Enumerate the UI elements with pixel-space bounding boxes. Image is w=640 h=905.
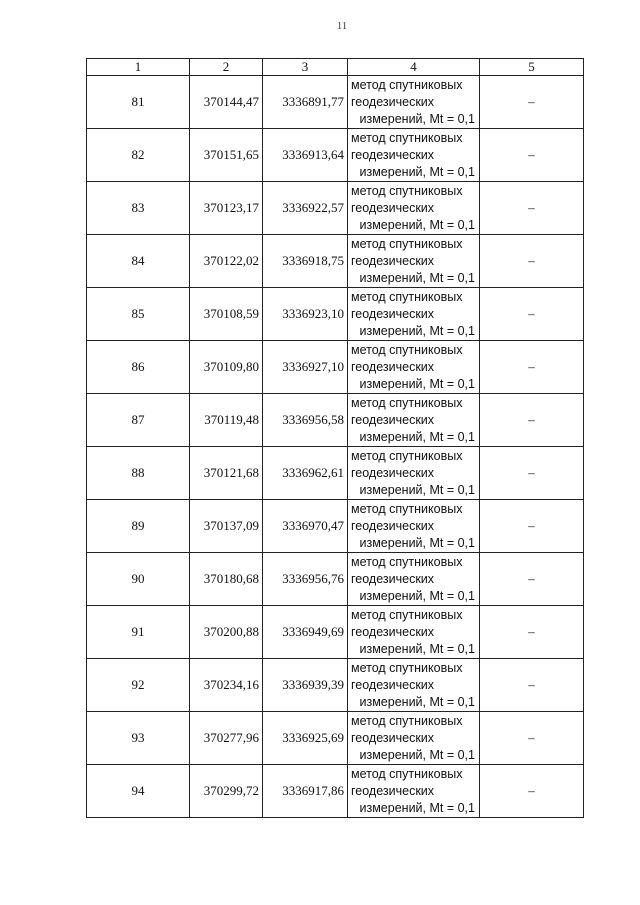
table-header-row xyxy=(87,59,584,76)
point-number-cell: 89 xyxy=(87,500,190,553)
table-row xyxy=(87,500,584,553)
point-number-cell: 93 xyxy=(87,712,190,765)
method-text-line: измерений, Mt = 0,1 xyxy=(359,164,475,179)
y-coordinate-cell: 3336939,39 xyxy=(263,659,348,712)
method-text-line: геодезических xyxy=(351,359,435,374)
point-number-cell: 86 xyxy=(87,341,190,394)
table-row xyxy=(87,553,584,606)
x-coordinate-cell: 370122,02 xyxy=(190,235,263,288)
table-row xyxy=(87,765,584,818)
method-cell xyxy=(348,606,480,659)
method-text-line: метод спутниковых xyxy=(351,77,463,92)
method-text-line: геодезических xyxy=(351,94,435,109)
method-text-line: метод спутниковых xyxy=(351,130,463,145)
method-text-line: метод спутниковых xyxy=(351,236,463,251)
method-text-line: измерений, Mt = 0,1 xyxy=(359,482,475,497)
method-text-line: геодезических xyxy=(351,412,435,427)
method-text-line: измерений, Mt = 0,1 xyxy=(359,217,475,232)
method-cell xyxy=(348,447,480,500)
point-number-cell: 91 xyxy=(87,606,190,659)
note-cell: – xyxy=(480,182,584,235)
point-number-cell: 84 xyxy=(87,235,190,288)
method-cell xyxy=(348,712,480,765)
x-coordinate-cell: 370119,48 xyxy=(190,394,263,447)
method-cell xyxy=(348,288,480,341)
x-coordinate-cell: 370200,88 xyxy=(190,606,263,659)
note-cell: – xyxy=(480,394,584,447)
note-cell: – xyxy=(480,712,584,765)
method-text-line: геодезических xyxy=(351,200,435,215)
x-coordinate-cell: 370151,65 xyxy=(190,129,263,182)
method-text-line: метод спутниковых xyxy=(351,554,463,569)
y-coordinate-cell: 3336956,76 xyxy=(263,553,348,606)
page-number: 11 xyxy=(336,20,348,32)
point-number-cell: 94 xyxy=(87,765,190,818)
column-header-3: 3 xyxy=(263,59,348,76)
x-coordinate-cell: 370180,68 xyxy=(190,553,263,606)
note-cell: – xyxy=(480,341,584,394)
method-text-line: измерений, Mt = 0,1 xyxy=(359,694,475,709)
method-text-line: метод спутниковых xyxy=(351,766,463,781)
method-cell xyxy=(348,553,480,606)
method-text-line: измерений, Mt = 0,1 xyxy=(359,588,475,603)
method-text-line: метод спутниковых xyxy=(351,395,463,410)
column-header-1: 1 xyxy=(87,59,190,76)
method-text-line: измерений, Mt = 0,1 xyxy=(359,376,475,391)
method-text-line: метод спутниковых xyxy=(351,713,463,728)
method-text-line: измерений, Mt = 0,1 xyxy=(359,429,475,444)
table-row xyxy=(87,182,584,235)
method-text-line: геодезических xyxy=(351,783,435,798)
method-text-line: метод спутниковых xyxy=(351,501,463,516)
note-cell: – xyxy=(480,500,584,553)
y-coordinate-cell: 3336923,10 xyxy=(263,288,348,341)
x-coordinate-cell: 370234,16 xyxy=(190,659,263,712)
x-coordinate-cell: 370144,47 xyxy=(190,76,263,129)
method-text-line: метод спутниковых xyxy=(351,183,463,198)
method-text-line: измерений, Mt = 0,1 xyxy=(359,747,475,762)
method-text-line: измерений, Mt = 0,1 xyxy=(359,800,475,815)
method-text-line: геодезических xyxy=(351,465,435,480)
x-coordinate-cell: 370108,59 xyxy=(190,288,263,341)
point-number-cell: 83 xyxy=(87,182,190,235)
table-body xyxy=(87,76,584,818)
method-text-line: геодезических xyxy=(351,677,435,692)
note-cell: – xyxy=(480,553,584,606)
point-number-cell: 82 xyxy=(87,129,190,182)
column-header-4: 4 xyxy=(348,59,480,76)
table-row xyxy=(87,235,584,288)
y-coordinate-cell: 3336925,69 xyxy=(263,712,348,765)
note-cell: – xyxy=(480,606,584,659)
method-cell xyxy=(348,659,480,712)
y-coordinate-cell: 3336913,64 xyxy=(263,129,348,182)
method-text-line: геодезических xyxy=(351,518,435,533)
method-cell xyxy=(348,394,480,447)
method-cell xyxy=(348,341,480,394)
method-text-line: метод спутниковых xyxy=(351,289,463,304)
method-text-line: измерений, Mt = 0,1 xyxy=(359,111,475,126)
method-text-line: метод спутниковых xyxy=(351,607,463,622)
method-text-line: геодезических xyxy=(351,571,435,586)
x-coordinate-cell: 370109,80 xyxy=(190,341,263,394)
note-cell: – xyxy=(480,76,584,129)
note-cell: – xyxy=(480,235,584,288)
method-cell xyxy=(348,182,480,235)
point-number-cell: 85 xyxy=(87,288,190,341)
y-coordinate-cell: 3336891,77 xyxy=(263,76,348,129)
table-row xyxy=(87,288,584,341)
coordinates-table xyxy=(86,58,584,818)
table-row xyxy=(87,76,584,129)
point-number-cell: 87 xyxy=(87,394,190,447)
method-text-line: геодезических xyxy=(351,306,435,321)
y-coordinate-cell: 3336956,58 xyxy=(263,394,348,447)
method-cell xyxy=(348,129,480,182)
point-number-cell: 90 xyxy=(87,553,190,606)
column-header-5: 5 xyxy=(480,59,584,76)
method-text-line: измерений, Mt = 0,1 xyxy=(359,641,475,656)
table-row xyxy=(87,606,584,659)
column-header-2: 2 xyxy=(190,59,263,76)
y-coordinate-cell: 3336970,47 xyxy=(263,500,348,553)
method-text-line: измерений, Mt = 0,1 xyxy=(359,323,475,338)
y-coordinate-cell: 3336927,10 xyxy=(263,341,348,394)
point-number-cell: 92 xyxy=(87,659,190,712)
table-row xyxy=(87,341,584,394)
method-text-line: геодезических xyxy=(351,253,435,268)
table-row xyxy=(87,394,584,447)
method-text-line: измерений, Mt = 0,1 xyxy=(359,535,475,550)
note-cell: – xyxy=(480,659,584,712)
point-number-cell: 88 xyxy=(87,447,190,500)
note-cell: – xyxy=(480,447,584,500)
note-cell: – xyxy=(480,288,584,341)
method-cell xyxy=(348,765,480,818)
y-coordinate-cell: 3336918,75 xyxy=(263,235,348,288)
table-row xyxy=(87,712,584,765)
x-coordinate-cell: 370299,72 xyxy=(190,765,263,818)
x-coordinate-cell: 370123,17 xyxy=(190,182,263,235)
method-text-line: метод спутниковых xyxy=(351,448,463,463)
x-coordinate-cell: 370121,68 xyxy=(190,447,263,500)
method-text-line: геодезических xyxy=(351,147,435,162)
y-coordinate-cell: 3336917,86 xyxy=(263,765,348,818)
note-cell: – xyxy=(480,129,584,182)
x-coordinate-cell: 370137,09 xyxy=(190,500,263,553)
method-text-line: метод спутниковых xyxy=(351,660,463,675)
method-text-line: измерений, Mt = 0,1 xyxy=(359,270,475,285)
y-coordinate-cell: 3336949,69 xyxy=(263,606,348,659)
method-text-line: геодезических xyxy=(351,624,435,639)
method-text-line: геодезических xyxy=(351,730,435,745)
table-row xyxy=(87,447,584,500)
x-coordinate-cell: 370277,96 xyxy=(190,712,263,765)
method-cell xyxy=(348,235,480,288)
method-cell xyxy=(348,76,480,129)
table-row xyxy=(87,659,584,712)
point-number-cell: 81 xyxy=(87,76,190,129)
note-cell: – xyxy=(480,765,584,818)
method-cell xyxy=(348,500,480,553)
y-coordinate-cell: 3336962,61 xyxy=(263,447,348,500)
method-text-line: метод спутниковых xyxy=(351,342,463,357)
y-coordinate-cell: 3336922,57 xyxy=(263,182,348,235)
table-row xyxy=(87,129,584,182)
